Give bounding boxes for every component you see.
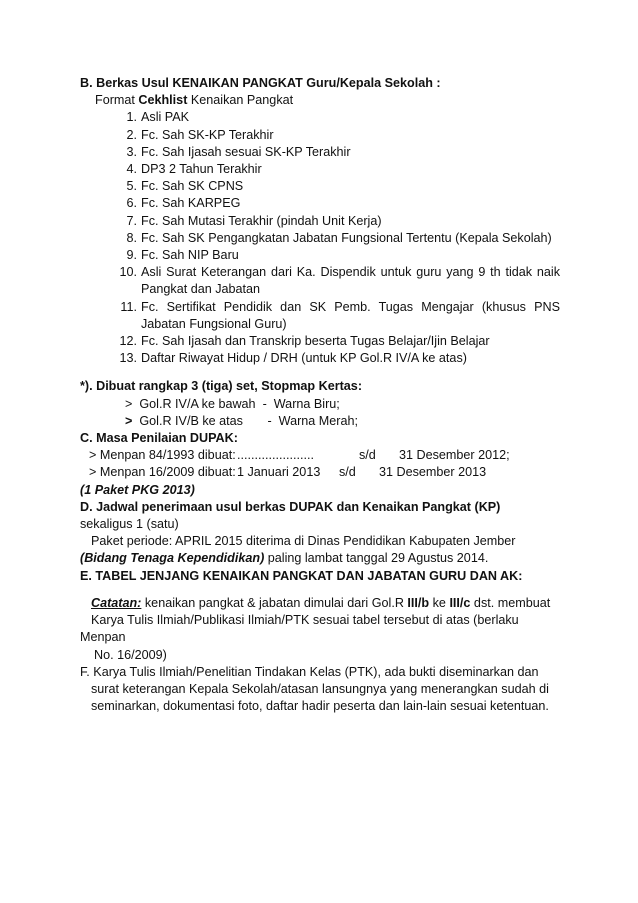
list-item — [116, 350, 560, 367]
list-item-text: Fc. Sertifikat Pendidik dan SK Pemb. Tugas Mengajar (khusus PNS Jabatan Fungsional Guru) — [141, 299, 560, 331]
list-item-text: Fc. Sah SK Pengangkatan Jabatan Fungsional Tertentu (Kepala Sekolah) — [141, 230, 552, 245]
list-item — [116, 178, 560, 195]
list-item — [116, 127, 560, 144]
list-item-number: 12. — [119, 334, 137, 349]
section-e-heading: E. TABEL JENJANG KENAIKAN PANGKAT DAN JABATAN GURU DAN AK: — [80, 568, 523, 583]
menpan-end: 31 Desember 2013 — [379, 465, 487, 480]
list-item-text: Fc. Sah KARPEG — [141, 196, 241, 211]
format-prefix: Format — [95, 93, 139, 108]
document-body — [80, 75, 560, 715]
list-item-number: 7. — [126, 213, 137, 228]
list-item — [116, 299, 560, 333]
section-d-line-3: Paket periode: APRIL 2015 diterima di Dinas Pendidikan Kabupaten Jember — [91, 534, 516, 549]
catatan-text-c: dst. membuat — [470, 595, 551, 610]
stopmap-value: Warna Biru; — [273, 396, 340, 411]
menpan-start: ...................... — [237, 448, 314, 463]
catatan-line-4: No. 16/2009) — [94, 647, 167, 662]
list-item-text: Asli PAK — [141, 110, 190, 125]
catatan-gol-to: III/c — [449, 595, 471, 610]
list-item — [116, 161, 560, 178]
list-item — [116, 213, 560, 230]
list-item — [116, 247, 560, 264]
catatan-line-1 — [80, 595, 560, 612]
format-suffix: Kenaikan Pangkat — [187, 93, 294, 108]
section-d-line-2: sekaligus 1 (satu) — [80, 517, 179, 532]
stopmap-dash: - — [267, 413, 272, 428]
list-item-number: 11. — [120, 299, 137, 314]
menpan-sep: s/d — [339, 465, 356, 480]
list-item-number: 4. — [126, 162, 137, 177]
section-d-heading: D. Jadwal penerimaan usul berkas DUPAK dan Kenaikan Pangkat (KP) — [80, 499, 501, 514]
list-item-text: Asli Surat Keterangan dari Ka. Dispendik untuk guru yang 9 th tidak naik Pangkat dan Jabatan — [141, 265, 560, 297]
catatan-text-b: ke — [429, 595, 450, 610]
list-item-number: 3. — [126, 144, 137, 159]
section-b-heading: B. Berkas Usul KENAIKAN PANGKAT Guru/Kepala Sekolah : — [80, 76, 441, 90]
list-item — [116, 333, 560, 350]
list-item — [116, 230, 560, 247]
list-item-number: 8. — [126, 230, 137, 245]
section-d-line-4 — [80, 550, 560, 567]
menpan-sep: s/d — [359, 448, 376, 463]
list-item — [116, 264, 560, 298]
stopmap-line-red — [80, 413, 560, 430]
catatan-line-2: Karya Tulis Ilmiah/Publikasi Ilmiah/PTK sesuai tabel tersebut di atas (berlaku — [91, 613, 519, 628]
stopmap-value: Warna Merah; — [278, 413, 358, 428]
spacer — [80, 585, 560, 595]
list-item-text: Fc. Sah SK CPNS — [141, 179, 244, 194]
format-line — [80, 92, 560, 109]
bullet-marker: > — [125, 413, 133, 428]
menpan-prefix: > Menpan 84/1993 dibuat: — [89, 448, 236, 463]
menpan-end: 31 Desember 2012; — [399, 448, 510, 463]
section-c-heading: C. Masa Penilaian DUPAK: — [80, 431, 238, 446]
section-f-line-2: surat keterangan Kepala Sekolah/atasan lansungnya yang menerangkan sudah di — [91, 681, 549, 696]
list-item-text: Fc. Sah Ijasah sesuai SK-KP Terakhir — [141, 144, 351, 159]
menpan-line-2 — [80, 464, 560, 481]
list-item-number: 2. — [126, 127, 137, 142]
list-item-number: 13. — [119, 351, 137, 366]
catatan-label: Catatan: — [91, 595, 142, 610]
catatan-line-3: Menpan — [80, 630, 126, 645]
list-item — [116, 109, 560, 126]
stopmap-heading: *). Dibuat rangkap 3 (tiga) set, Stopmap Kertas: — [80, 379, 363, 394]
bullet-marker: > — [125, 396, 133, 411]
menpan-start: 1 Januari 2013 — [237, 465, 321, 480]
list-item-text: DP3 2 Tahun Terakhir — [141, 162, 262, 177]
catatan-gol-from: III/b — [407, 595, 430, 610]
stopmap-label: Gol.R IV/A ke bawah — [139, 396, 256, 411]
checklist — [80, 109, 560, 367]
list-item — [116, 144, 560, 161]
paket-note: (1 Paket PKG 2013) — [80, 482, 195, 497]
stopmap-line-blue — [80, 396, 560, 413]
list-item-text: Fc. Sah NIP Baru — [141, 248, 239, 263]
deadline-text: paling lambat tanggal 29 Agustus 2014. — [264, 551, 489, 566]
list-item-text: Fc. Sah Mutasi Terakhir (pindah Unit Kerja) — [141, 213, 382, 228]
list-item-text: Daftar Riwayat Hidup / DRH (untuk KP Gol.R IV/A ke atas) — [141, 351, 467, 366]
list-item-number: 1. — [126, 110, 137, 125]
list-item-text: Fc. Sah SK-KP Terakhir — [141, 127, 274, 142]
list-item-number: 10. — [119, 265, 137, 280]
section-f-line-1: F. Karya Tulis Ilmiah/Penelitian Tindakan Kelas (PTK), ada bukti diseminarkan dan — [80, 664, 539, 679]
section-f-line-3: seminarkan, dokumentasi foto, daftar hadir peserta dan lain-lain sesuai ketentuan. — [91, 699, 549, 714]
bidang-label: (Bidang Tenaga Kependidikan) — [80, 551, 265, 566]
list-item-number: 5. — [126, 179, 137, 194]
stopmap-dash: - — [262, 396, 267, 411]
catatan-text-a: kenaikan pangkat & jabatan dimulai dari Gol.R — [141, 595, 408, 610]
stopmap-label: Gol.R IV/B ke atas — [139, 413, 243, 428]
list-item-number: 6. — [126, 196, 137, 211]
list-item-number: 9. — [126, 248, 137, 263]
menpan-line-1 — [80, 447, 560, 464]
list-item — [116, 195, 560, 212]
format-bold: Cekhlist — [138, 93, 188, 108]
menpan-prefix: > Menpan 16/2009 dibuat: — [89, 465, 236, 480]
list-item-text: Fc. Sah Ijasah dan Transkrip beserta Tugas Belajar/Ijin Belajar — [141, 334, 490, 349]
spacer — [80, 367, 560, 378]
